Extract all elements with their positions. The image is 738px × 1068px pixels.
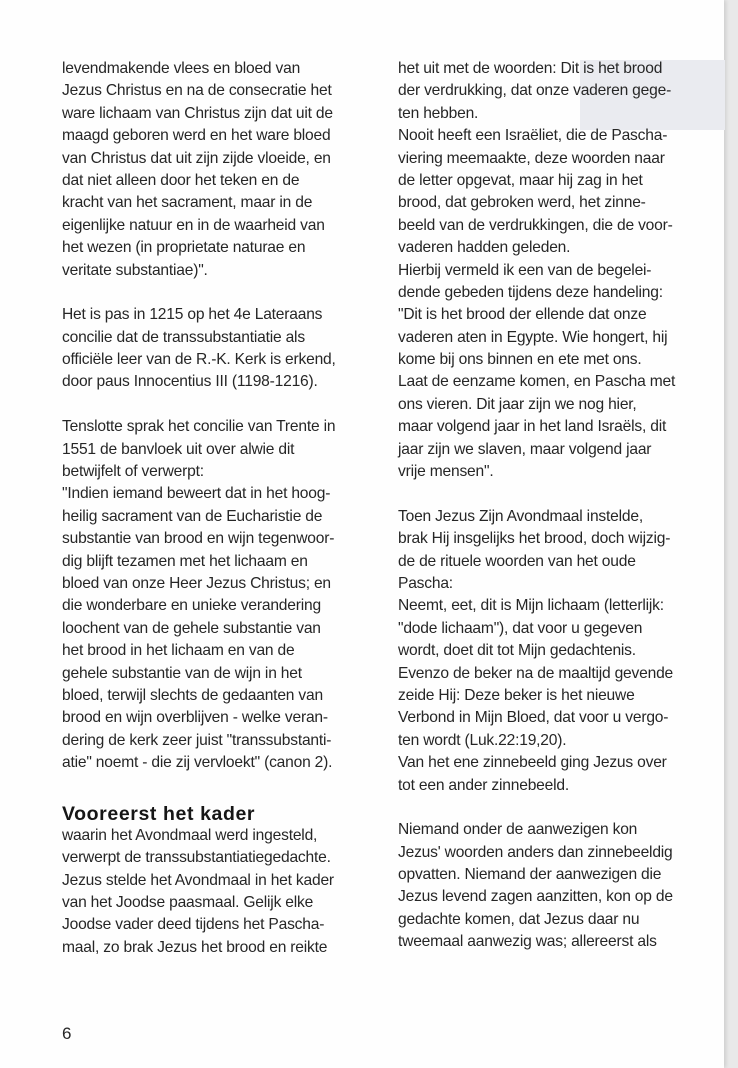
text-line: "Indien iemand beweert dat in het hoog- <box>62 485 331 503</box>
text-line: waarin het Avondmaal werd ingesteld, <box>62 826 318 844</box>
text-line: beeld van de verdrukkingen, die de voor- <box>398 216 673 234</box>
text-line: Het is pas in 1215 op het 4e Lateraans <box>62 306 323 324</box>
text-line: dende gebeden tijdens deze handeling: <box>398 283 663 301</box>
paragraph <box>398 58 698 483</box>
text-line: van het Joodse paasmaal. Gelijk elke <box>62 894 314 912</box>
text-line: de letter opgevat, maar hij zag in het <box>398 171 643 189</box>
text-line: het wezen (in proprietate naturae en <box>62 239 306 257</box>
text-line: heilig sacrament van de Eucharistie de <box>62 507 323 525</box>
text-line: bloed, terwijl slechts de gedaanten van <box>62 686 323 704</box>
text-line: Jezus levend zagen aanzitten, kon op de <box>398 888 673 906</box>
text-line: Jezus' woorden anders dan zinnebeeldig <box>398 843 673 861</box>
text-line: "Dit is het brood der ellende dat onze <box>398 306 647 324</box>
text-line: wordt, doet dit tot Mijn gedachtenis. <box>398 642 636 660</box>
text-line: die wonderbare en unieke verandering <box>62 597 321 615</box>
text-line: ten wordt (Luk.22:19,20). <box>398 731 567 749</box>
text-line: gehele substantie van de wijn in het <box>62 664 302 682</box>
text-line: ten hebben. <box>398 104 479 122</box>
text-line: zeide Hij: Deze beker is het nieuwe <box>398 686 635 704</box>
text-line: bloed van onze Heer Jezus Christus; en <box>62 574 331 592</box>
page-number: 6 <box>62 1024 72 1043</box>
text-line: Evenzo de beker na de maaltijd gevende <box>398 664 674 682</box>
text-line: Jezus Christus en na de consecratie het <box>62 82 332 100</box>
left-column <box>62 58 364 959</box>
right-column <box>398 58 698 954</box>
text-line: Niemand onder de aanwezigen kon <box>398 821 638 839</box>
text-line: ons vieren. Dit jaar zijn we nog hier, <box>398 395 637 413</box>
text-line: kracht van het sacrament, maar in de <box>62 194 313 212</box>
text-line: Hierbij vermeld ik een van de begelei- <box>398 261 652 279</box>
text-line: tot een ander zinnebeeld. <box>398 776 570 794</box>
section-heading: Vooreerst het kader <box>62 802 256 825</box>
text-line: Tenslotte sprak het concilie van Trente in <box>62 418 336 436</box>
text-line: door paus Innocentius III (1198-1216). <box>62 373 318 391</box>
text-line: het brood in het lichaam en van de <box>62 642 295 660</box>
text-line: dat niet alleen door het teken en de <box>62 171 300 189</box>
text-line: opvatten. Niemand der aanwezigen die <box>398 866 662 884</box>
paragraph <box>398 819 698 953</box>
text-line: Joodse vader deed tijdens het Pascha- <box>62 916 325 934</box>
text-line: kome bij ons binnen en ete met ons. <box>398 351 642 369</box>
text-line: maar volgend jaar in het land Israëls, dit <box>398 418 667 436</box>
text-line: Toen Jezus Zijn Avondmaal instelde, <box>398 507 643 525</box>
text-line: atie" noemt - die zij vervloekt" (canon 2). <box>62 754 333 772</box>
text-line: Nooit heeft een Israëliet, die de Pascha- <box>398 127 668 145</box>
text-line: loochent van de gehele substantie van <box>62 619 321 637</box>
text-line: ware lichaam van Christus zijn dat uit de <box>62 104 333 122</box>
text-line: brood, dat gebroken werd, het zinne- <box>398 194 646 212</box>
text-line: concilie dat de transsubstantiatie als <box>62 328 305 346</box>
text-line: substantie van brood en wijn tegenwoor- <box>62 530 335 548</box>
text-line: brood en wijn overblijven - welke veran- <box>62 709 328 727</box>
paragraph <box>62 825 364 959</box>
text-line: Jezus stelde het Avondmaal in het kader <box>62 871 334 889</box>
text-line: vaderen aten in Egypte. Wie hongert, hij <box>398 328 668 346</box>
text-line: Van het ene zinnebeeld ging Jezus over <box>398 754 667 772</box>
text-line: vaderen hadden geleden. <box>398 239 571 257</box>
text-line: eigenlijke natuur en in de waarheid van <box>62 216 325 234</box>
text-line: Neemt, eet, dit is Mijn lichaam (letterlijk: <box>398 597 664 615</box>
text-line: vrije mensen". <box>398 463 494 481</box>
text-line: maal, zo brak Jezus het brood en reikte <box>62 938 328 956</box>
text-line: 1551 de banvloek uit over alwie dit <box>62 440 295 458</box>
text-line: dering de kerk zeer juist "transsubstanti- <box>62 731 332 749</box>
text-line: jaar zijn we slaven, maar volgend jaar <box>398 440 652 458</box>
text-line: gedachte komen, dat Jezus daar nu <box>398 910 640 928</box>
text-line: brak Hij insgelijks het brood, doch wijzig- <box>398 530 671 548</box>
text-line: Pascha: <box>398 574 453 592</box>
text-line: verwerpt de transsubstantiatiegedachte. <box>62 849 331 867</box>
text-line: tweemaal aanwezig was; allereerst als <box>398 933 657 951</box>
text-line: dig blijft tezamen met het lichaam en <box>62 552 308 570</box>
text-line: maagd geboren werd en het ware bloed <box>62 127 331 145</box>
text-line: viering meemaakte, deze woorden naar <box>398 149 665 167</box>
paragraph <box>62 58 364 282</box>
text-line: veritate substantiae)". <box>62 261 208 279</box>
text-line: de de rituele woorden van het oude <box>398 552 636 570</box>
text-line: Verbond in Mijn Bloed, dat voor u vergo- <box>398 709 669 727</box>
paragraph <box>398 506 698 797</box>
text-line: der verdrukking, dat onze vaderen gege- <box>398 82 672 100</box>
text-line: het uit met de woorden: Dit is het brood <box>398 60 663 77</box>
text-line: officiële leer van de R.-K. Kerk is erkend, <box>62 351 336 369</box>
paragraph <box>62 304 364 394</box>
text-line: "dode lichaam"), dat voor u gegeven <box>398 619 643 637</box>
text-line: Laat de eenzame komen, en Pascha met <box>398 373 676 391</box>
paragraph <box>62 416 364 774</box>
text-line: van Christus dat uit zijn zijde vloeide, en <box>62 149 331 167</box>
text-line: betwijfelt of verwerpt: <box>62 463 204 481</box>
text-line: levendmakende vlees en bloed van <box>62 60 301 77</box>
